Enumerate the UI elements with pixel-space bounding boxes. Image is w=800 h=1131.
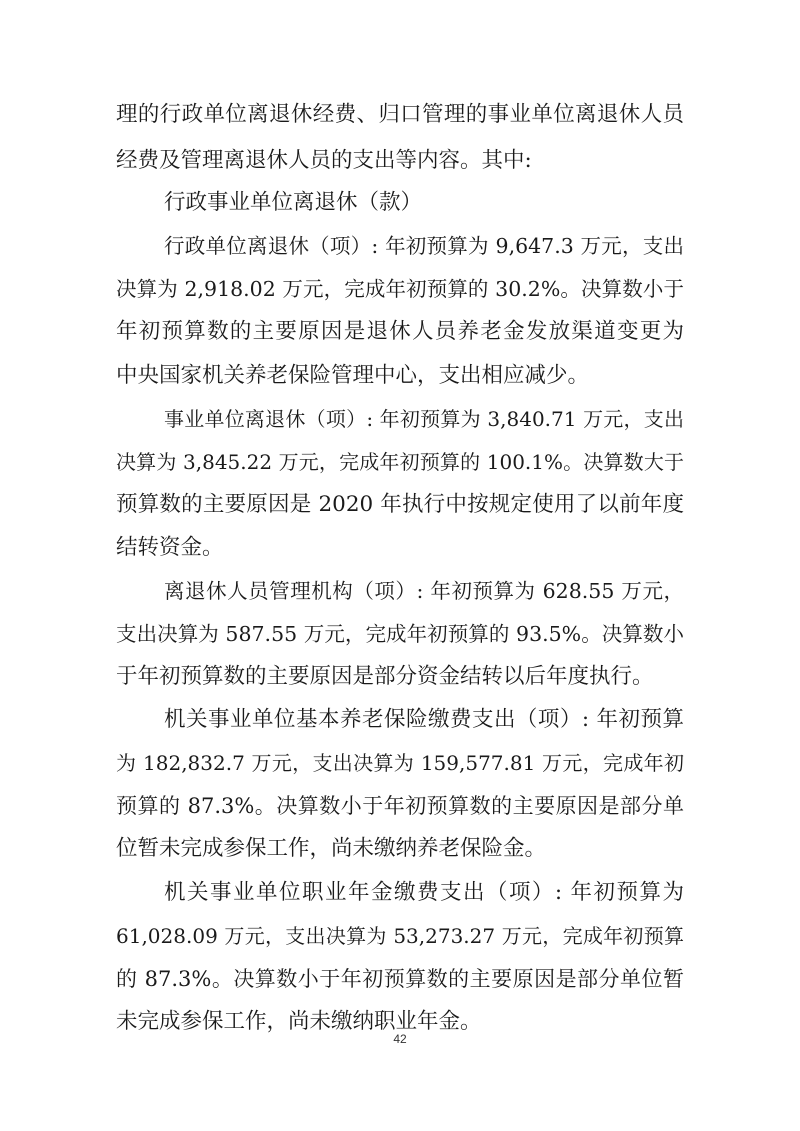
text-line: 未完成参保工作，尚未缴纳职业年金。 [116,1009,482,1034]
text-line: 经费及管理离退休人员的支出等内容。其中: [116,148,532,173]
text-line: 行政单位离退休（项）: 年初预算为 9,647.3 万元，支出 [164,234,684,258]
text-line: 支出决算为 587.55 万元，完成年初预算的 93.5%。决算数小 [116,622,684,646]
text-line: 离退休人员管理机构（项）: 年初预算为 628.55 万元， [164,579,684,603]
text-line: 61,028.09 万元，支出决算为 53,273.27 万元，完成年初预算 [116,924,684,948]
text-line: 位暂未完成参保工作，尚未缴纳养老保险金。 [116,836,547,861]
text-line: 预算的 87.3%。决算数小于年初预算数的主要原因是部分单 [116,794,684,818]
text-line: 决算为 2,918.02 万元，完成年初预算的 30.2%。决算数小于 [116,277,684,301]
text-line: 为 182,832.7 万元，支出决算为 159,577.81 万元，完成年初 [116,751,684,775]
text-line: 机关事业单位职业年金缴费支出（项）: 年初预算为 [164,880,684,905]
text-line: 于年初预算数的主要原因是部分资金结转以后年度执行。 [116,664,654,689]
text-line: 预算数的主要原因是 2020 年执行中按规定使用了以前年度 [116,492,684,517]
text-line: 年初预算数的主要原因是退休人员养老金发放渠道变更为 [116,319,684,344]
section-heading: 行政事业单位离退休（款） [164,190,423,215]
text-line: 的 87.3%。决算数小于年初预算数的主要原因是部分单位暂 [116,967,684,991]
page-number: 42 [393,1032,407,1046]
text-line: 事业单位离退休（项）: 年初预算为 3,840.71 万元，支出 [164,407,684,431]
text-line: 中央国家机关养老保险管理中心，支出相应减少。 [116,363,590,388]
text-line: 结转资金。 [116,535,224,560]
text-line: 机关事业单位基本养老保险缴费支出（项）: 年初预算 [164,707,684,732]
text-line: 理的行政单位离退休经费、归口管理的事业单位离退休人员 [116,102,684,127]
text-line: 决算为 3,845.22 万元，完成年初预算的 100.1%。决算数大于 [116,450,684,474]
